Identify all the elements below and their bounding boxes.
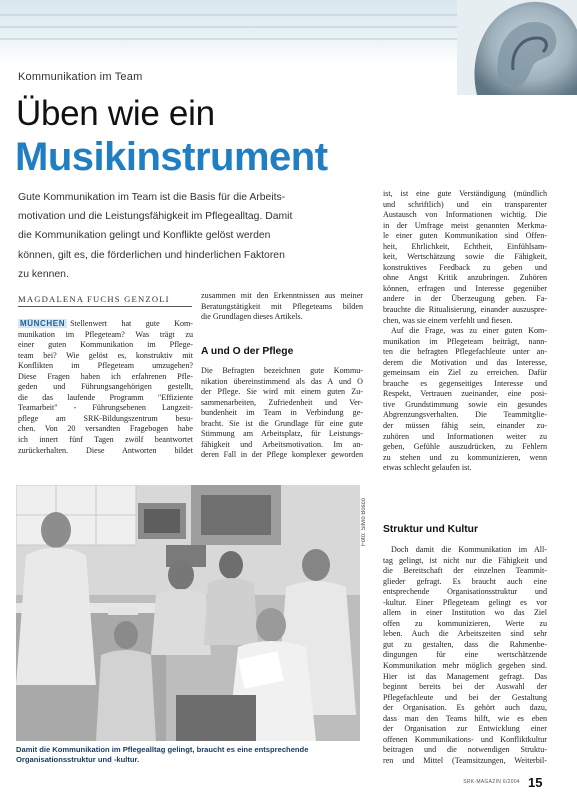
- body-line: geden und Führungsangehörigen gestellt,: [18, 382, 193, 392]
- body-line: dass man den Teams hilft, wie es eben: [383, 713, 547, 723]
- body-line: bundenheit im Team in Verbindung ge-: [201, 408, 363, 418]
- body-line: ten die befragten Pflegefachleute unter an-: [383, 347, 547, 357]
- body-line: die Grundlagen dieses Artikels.: [201, 312, 303, 322]
- body-line: der Pflege. Sie wird mit einem guten Zu-: [201, 387, 363, 397]
- body-line: munikation im Pflegeteam beiträgt, nann-: [383, 336, 547, 346]
- body-line: konstruktives Feedback zu geben und: [383, 262, 547, 272]
- body-line: Konflikten im Pflegeteam umzugehen?: [18, 361, 193, 371]
- body-line: entsprechende Organisationsstruktur und: [383, 587, 547, 597]
- headline-line1: Üben wie ein: [16, 94, 215, 133]
- body-line: offen zu kommunizieren, Werte zu: [383, 618, 547, 628]
- body-line: und schriftlich) und ein transparenter: [383, 199, 547, 209]
- lead-line: können, gilt es, die förderlichen und hinderlichen Faktoren: [18, 249, 285, 261]
- lead-line: zu kennen.: [18, 268, 69, 280]
- body-line: können, erfragen und Interesse gegenüber: [383, 283, 547, 293]
- author-byline: MAGDALENA FUCHS GENZOLI: [18, 294, 170, 304]
- body-column-2-top: [201, 291, 363, 323]
- body-line: zusammen mit den Erkenntnissen aus meiner: [201, 291, 363, 300]
- body-line: pflege am SRK-Bildungszentrum besu-: [18, 413, 193, 423]
- lead-line: Gute Kommunikation im Team ist die Basis für die Arbeits-: [18, 192, 286, 203]
- body-line: MÜNCHEN Stellenwert hat gute Kom-: [20, 319, 193, 328]
- body-line: geben, Gefühle auszudrücken, zu Fehlern: [383, 442, 547, 452]
- body-line: der Organisation. Es gehört auch dazu,: [383, 703, 547, 713]
- body-line: leben. Auch die Arbeitszeiten sind sehr: [383, 629, 547, 639]
- section-heading-a-und-o: A und O der Pflege: [201, 346, 294, 357]
- body-line: bracht. Sie ist die Grundlage für eine gute: [201, 418, 363, 428]
- body-line: Pflegefachleute und bei der Gestaltung: [383, 692, 547, 702]
- body-line: der müssen fähig sein, einander zu-: [383, 421, 547, 431]
- body-line: deren Fall in der Pflege komplexer geworden: [201, 450, 363, 460]
- body-line: andere in der Überzeugung geben. Fa-: [383, 294, 547, 304]
- lead-line: die Kommunikation gelingt und Konflikte gelöst werden: [18, 230, 271, 242]
- body-line: ren und Mittel (Teamsitzungen, Weiterbil-: [383, 755, 547, 765]
- body-line: fähigkeit und Arbeitsmotivation. Im an-: [201, 439, 363, 449]
- body-line: beitragen und die notwendigen Struktu-: [383, 745, 547, 755]
- body-line: Die Befragten bezeichnen gute Kommu-: [201, 366, 363, 375]
- body-line: Kommunikation mehr möglich gegeben sind.: [383, 661, 547, 671]
- body-line: chen. Von 20 versandten Fragebogen habe: [18, 424, 193, 434]
- body-line: ich innert fünf Tagen zwölf beantwortet: [18, 435, 193, 445]
- dateline: MÜNCHEN: [20, 319, 66, 328]
- body-line: Diese Fragen haben ich erfahrenen Pfle-: [18, 371, 193, 381]
- body-line: Austausch von Informationen wichtig. Die: [383, 210, 547, 220]
- body-line: Abgrenzungsverhalten. Die Teammitglie-: [383, 410, 547, 420]
- ear-photo: [457, 0, 577, 95]
- body-column-2: [201, 366, 363, 461]
- body-line: gut zu gestalten, dass die Rahmenbe-: [383, 639, 547, 649]
- body-line: chen, was sie einem verfehlt und fiesen.: [383, 315, 513, 325]
- body-line: etwas schlecht gelaufen ist.: [383, 463, 472, 473]
- body-line: Doch damit die Kommunikation im All-: [391, 545, 547, 554]
- lead-paragraph: [18, 188, 356, 284]
- body-line: team bei? Wie gelöst es, konstruktiv mit: [18, 350, 193, 360]
- body-line: Teamarbeit" - Führungsebenen Langzeit-: [18, 403, 193, 413]
- body-column-3-top: [383, 189, 547, 474]
- body-line: zuhören und Informationen weiter zu: [383, 431, 547, 441]
- body-line: gemeinsam ein Ziel zu erreichen. Dafür: [383, 368, 547, 378]
- page-number: 15: [528, 775, 543, 790]
- body-line: ohne Angst Kritik anzubringen. Zuhören: [383, 273, 547, 283]
- body-column-3: [383, 545, 547, 766]
- body-line: zurückerhalten. Diese Antworten bildet: [18, 445, 193, 455]
- body-line: nikation übereinstimmend als das A und O: [201, 376, 363, 386]
- body-line: derem die Motivation und das Interesse,: [383, 357, 547, 367]
- body-line: sammenarbeiten, Zufriedenheit und Ver-: [201, 397, 363, 407]
- body-line: tive Grundstimmung sowie ein gesundes: [383, 399, 547, 409]
- body-line: keit, Wertschätzung sowie die Fähigkeit,: [383, 252, 547, 262]
- body-line: Stimmung am Arbeitsplatz, für Leistungs-: [201, 429, 363, 439]
- body-line: Respekt, Vertrauen zueinander, eine posi-: [383, 389, 547, 399]
- headline-line2: Musikinstrument: [15, 135, 328, 179]
- body-line: offenen Kommunikations- und Konfliktkultur: [383, 734, 547, 744]
- body-line: munikation im Pflegeteam? Was trägt zu: [18, 329, 193, 339]
- section-heading-struktur: Struktur und Kultur: [383, 524, 478, 535]
- body-line: brauchte die Ritualisierung, einander auszuspre-: [383, 305, 547, 315]
- body-line: zu stehen und zu kommunizieren, wenn: [383, 452, 547, 462]
- body-line: in der Umfrage meist genannten Merkma-: [383, 220, 547, 230]
- photo-caption: Damit die Kommunikation im Pflegealltag gelingt, braucht es eine entsprechende Organisationsstruktur und -kultur.: [16, 745, 309, 764]
- body-line: heit, Ehrlichkeit, Echtheit, Einfühlsam-: [383, 241, 547, 251]
- magazine-footer: SRK-MAGAZIN 6/2004: [463, 779, 520, 785]
- body-line: allem in einer Institution wo das Ziel: [383, 608, 547, 618]
- kicker: Kommunikation im Team: [18, 71, 143, 83]
- body-column-1: [18, 319, 193, 456]
- body-line: glieder gefragt. Es braucht auch eine: [383, 576, 547, 586]
- body-line: brauche es gegenseitiges Interesse und: [383, 378, 547, 388]
- body-line: die das laufende Programm "Effiziente: [18, 392, 193, 402]
- team-photo: [16, 485, 360, 741]
- byline-rule: [18, 306, 192, 307]
- body-line: Hier ist das Management gefragt. Das: [383, 671, 547, 681]
- body-line: beginnt bereits bei der Auswahl der: [383, 682, 547, 692]
- body-line: Beratungstätigkeit mit Pflegeteams bilden: [201, 301, 363, 311]
- body-line: einer guten Kommunikation im Pflege-: [18, 340, 193, 350]
- body-line: -kultur. Einer Pflegeteam gelingt es vor: [383, 597, 547, 607]
- body-line: der Organisation zur Entwicklung einer: [383, 724, 547, 734]
- body-line: dingungen für eine wertschätzende: [383, 650, 547, 660]
- lead-line: motivation und die Leistungsfähigkeit im Pflegealltag. Damit: [18, 211, 293, 223]
- body-line: le einer guten Kommunikation sind Offen-: [383, 231, 547, 241]
- body-line: ist, ist eine gute Verständigung (mündlich: [383, 189, 547, 198]
- body-line: die Bereitschaft der einzelnen Teammit-: [383, 566, 547, 576]
- body-line: tag gelingt, ist nicht nur die Fähigkeit und: [383, 555, 547, 565]
- body-line: Auf die Frage, was zu einer guten Kom-: [391, 326, 547, 336]
- photo-credit: Foto: Silvio Bosco: [361, 497, 367, 546]
